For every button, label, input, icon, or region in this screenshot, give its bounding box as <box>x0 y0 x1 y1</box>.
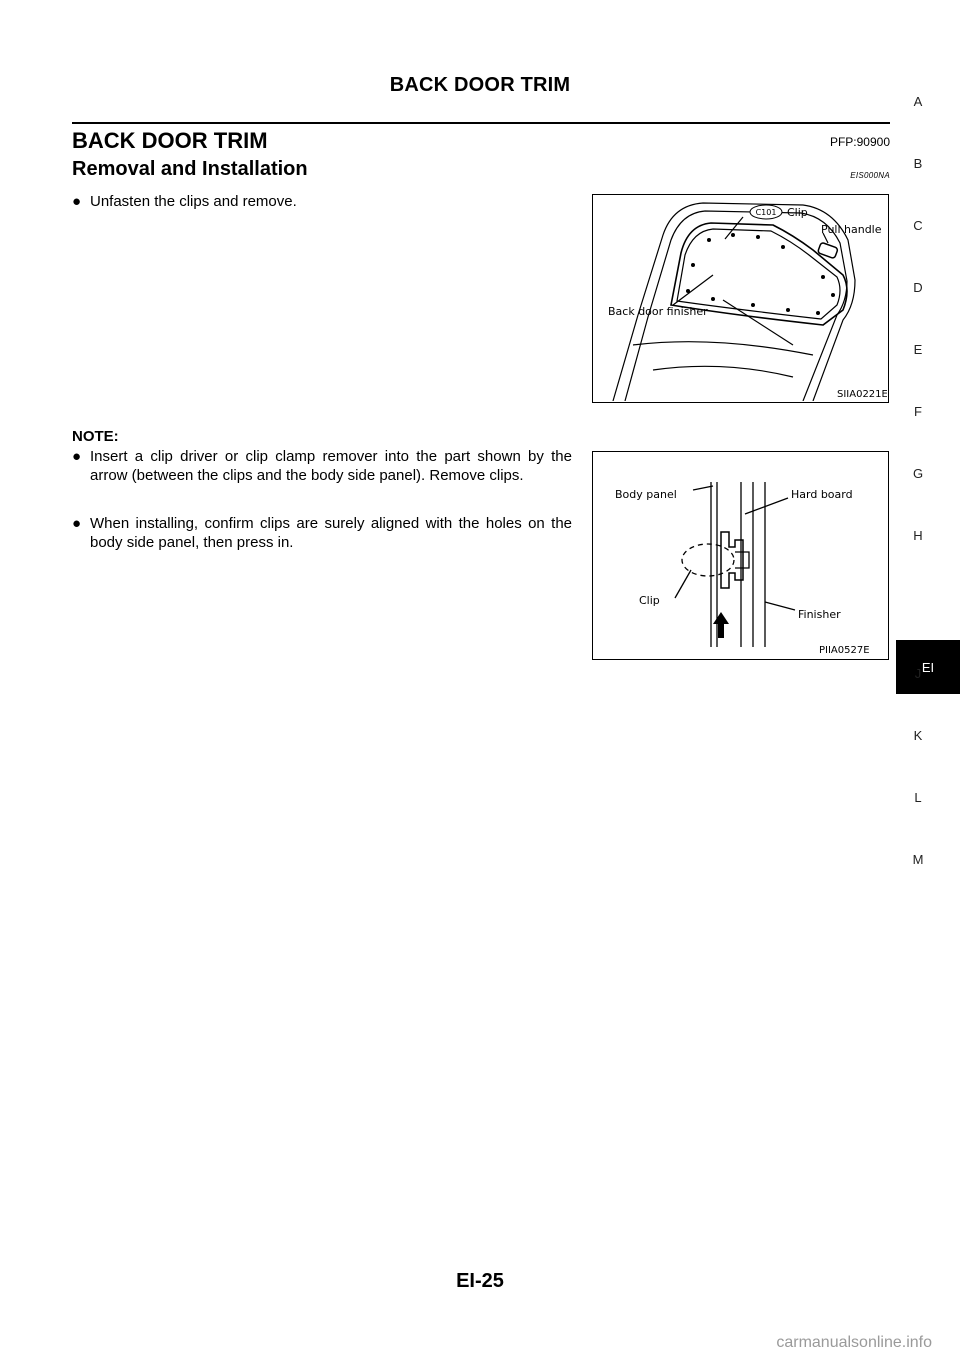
bullet-text: When installing, confirm clips are surely aligned with the holes on the body side panel, then press in. <box>90 515 572 551</box>
note-bullet-2 <box>72 514 572 552</box>
clip-label-2: Clip <box>639 594 660 607</box>
side-nav-c[interactable]: C <box>913 218 923 233</box>
pull-handle-label: Pull handle <box>821 223 882 236</box>
header-rule <box>72 122 890 124</box>
side-nav-g[interactable]: G <box>912 466 924 481</box>
leader-finisher <box>765 602 795 610</box>
side-nav-l[interactable]: L <box>914 790 922 805</box>
pfp-code: PFP:90900 <box>829 135 890 149</box>
side-nav-d[interactable]: D <box>913 280 923 295</box>
leader-hard-board <box>745 498 788 514</box>
page-header-title: BACK DOOR TRIM <box>389 74 571 96</box>
bullet-dot: ● <box>72 193 82 210</box>
subsection-title: Removal and Installation <box>72 158 308 180</box>
body-panel-label: Body panel <box>615 488 677 501</box>
leader-clip <box>675 570 691 598</box>
bullet-main <box>72 192 572 211</box>
side-nav-m[interactable]: M <box>912 852 924 867</box>
bullet-text: Insert a clip driver or clip clamp remover into the part shown by the arrow (between the clips and the body side panel). Remove clips. <box>90 448 572 484</box>
back-door-finisher-label: Back door finisher <box>608 305 708 318</box>
bullet-dot: ● <box>72 448 82 465</box>
leader-body-panel <box>693 486 713 490</box>
door-lower-crease <box>653 366 793 377</box>
wiper-line <box>723 300 793 345</box>
note-bullet-1 <box>72 447 572 485</box>
page-number: EI-25 <box>456 1270 504 1292</box>
c101-badge-text: C101 <box>755 208 777 217</box>
side-nav-f[interactable]: F <box>914 404 922 419</box>
side-nav-k[interactable]: K <box>913 728 923 743</box>
bullet-text: Unfasten the clips and remove. <box>90 193 297 210</box>
side-nav-j[interactable]: J <box>914 666 922 681</box>
side-nav-ei-active[interactable]: EI <box>896 640 960 694</box>
door-crease <box>633 342 813 355</box>
insertion-arrow-icon <box>713 612 729 638</box>
watermark: carmanualsonline.info <box>776 1334 932 1351</box>
side-nav-b[interactable]: B <box>913 156 923 171</box>
door-outer-outline <box>613 203 855 401</box>
clip-section-illustration <box>593 452 887 658</box>
side-nav-a[interactable]: A <box>913 94 923 109</box>
side-nav-h[interactable]: H <box>913 528 923 543</box>
clip-label: Clip <box>787 206 808 219</box>
subsection-code: EIS000NA <box>850 171 890 180</box>
clip-shape <box>721 532 743 588</box>
back-door-illustration <box>593 195 887 401</box>
clip-stem <box>735 552 749 568</box>
note-label: NOTE: <box>72 428 119 445</box>
hard-board-label: Hard board <box>791 488 853 501</box>
figure-back-door <box>592 194 889 403</box>
finisher-label: Finisher <box>798 608 841 621</box>
clip-dots <box>686 233 835 315</box>
bullet-dot: ● <box>72 515 82 532</box>
figure1-code: SIIA0221E <box>837 389 887 400</box>
figure-clip-section <box>592 451 889 660</box>
side-nav-e[interactable]: E <box>913 342 923 357</box>
section-title: BACK DOOR TRIM <box>72 128 268 153</box>
figure2-code: PIIA0527E <box>819 645 870 656</box>
